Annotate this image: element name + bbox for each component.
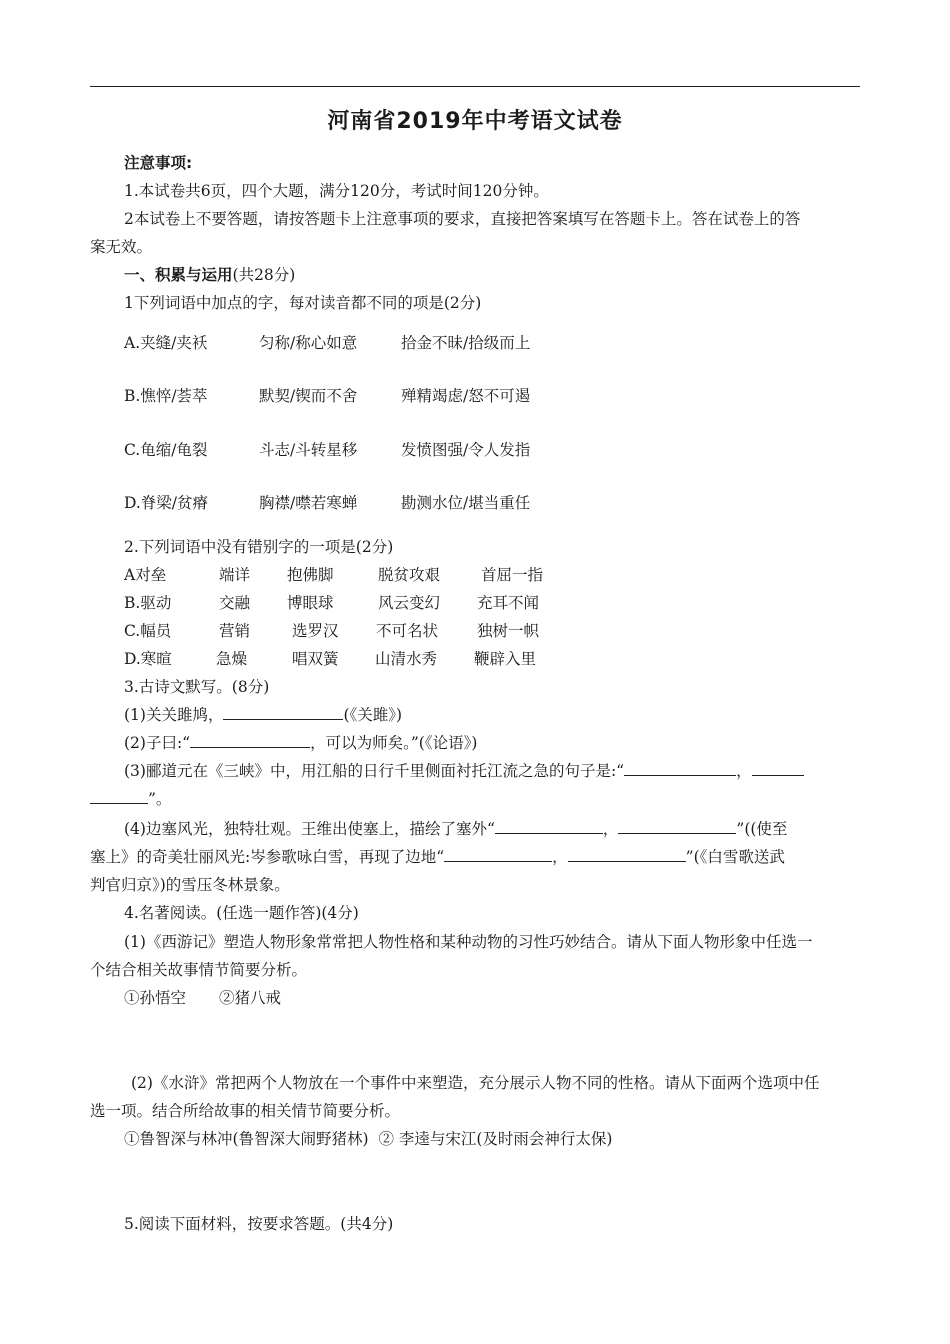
q1-option-d-col-1: D.脊梁/贫瘠 xyxy=(124,494,209,512)
q3-part-1-blank xyxy=(223,705,343,720)
q2-option-c-word-1: C.幅员 xyxy=(124,622,172,640)
page-title: 河南省2019年中考语文试卷 xyxy=(327,109,623,134)
q1-option-b-col-2: 默契/锲而不舍 xyxy=(259,387,358,405)
q1-option-c-col-3: 发愤图强/令人发指 xyxy=(401,441,531,459)
q3-part-2-text: (2)子曰:“ xyxy=(124,734,191,752)
q1-option-d xyxy=(124,491,824,511)
q3-part-1-source: (《关雎》) xyxy=(343,706,403,724)
section-1-points: (共28分) xyxy=(232,266,296,284)
q2-option-a-word-3: 抱佛脚 xyxy=(287,566,334,584)
q2-option-d xyxy=(124,647,824,667)
q3-part-3-end: ”。 xyxy=(148,790,172,808)
q3-part-1 xyxy=(124,703,402,725)
q3-part-4-line-1 xyxy=(124,817,787,839)
notice-item-1: 1.本试卷共6页，四个大题，满分120分，考试时间120分钟。 xyxy=(124,182,549,200)
q3-part-2-source: ，可以为师矣。”(《论语》) xyxy=(310,734,478,752)
q3-part-3-line-1 xyxy=(124,759,804,781)
q4-part-1-line-2: 个结合相关故事情节简要分析。 xyxy=(90,961,308,979)
q1-option-c-col-2: 斗志/斗转星移 xyxy=(259,441,358,459)
q3-part-4-blank-3 xyxy=(444,847,552,862)
q1-option-b xyxy=(124,384,824,404)
q2-option-a-word-2: 端详 xyxy=(219,566,251,584)
q3-part-2 xyxy=(124,731,477,753)
q3-part-4-source-2: ”(《白雪歌送武 xyxy=(685,848,785,866)
q3-part-3-blank-1 xyxy=(624,761,736,776)
q4-part-1-line-1: (1)《西游记》塑造人物形象常常把人物性格和某种动物的习性巧妙结合。请从下面人物形象中任选一 xyxy=(124,933,813,951)
q3-part-4-comma-1: ， xyxy=(602,820,619,838)
q2-option-c xyxy=(124,619,824,639)
q1-option-a-col-1: A.夹缝/夹袄 xyxy=(124,334,208,352)
q2-option-b-word-4: 风云变幻 xyxy=(378,594,441,612)
q4-part-2-line-1: (2)《水浒》常把两个人物放在一个事件中来塑造，充分展示人物不同的性格。请从下面两个选项中任 xyxy=(131,1074,820,1092)
q1-option-b-col-3: 殚精竭虑/怒不可遏 xyxy=(401,387,531,405)
q5-stem: 5.阅读下面材料，按要求答题。(共4分) xyxy=(124,1215,394,1233)
q1-stem: 1下列词语中加点的字，每对读音都不同的项是(2分) xyxy=(124,294,482,312)
q3-part-4-text-2: 塞上》的奇美壮丽风光:岑参歌咏白雪，再现了边地“ xyxy=(90,848,445,866)
q3-part-4-text-1: (4)边塞风光，独特壮观。王维出使塞上，描绘了塞外“ xyxy=(124,820,495,838)
q3-part-3-blank-2b xyxy=(90,789,148,804)
q4-part-1-choices xyxy=(124,986,424,1006)
q1-option-a-col-2: 匀称/称心如意 xyxy=(259,334,358,352)
notice-item-2-line-1: 2本试卷上不要答题，请按答题卡上注意事项的要求，直接把答案填写在答题卡上。答在试卷上的答 xyxy=(124,210,801,228)
q3-part-4-blank-4 xyxy=(568,847,686,862)
q3-part-3-blank-2a xyxy=(752,761,804,776)
q3-part-4-line-3: 判官归京》)的雪压冬林景象。 xyxy=(90,876,290,894)
q3-part-3-line-2 xyxy=(90,787,171,809)
q2-option-b xyxy=(124,591,824,611)
q2-option-c-word-3: 选罗汉 xyxy=(292,622,339,640)
q4-part-2-line-2: 选一项。结合所给故事的相关情节简要分析。 xyxy=(90,1102,401,1120)
q2-option-d-word-2: 急燥 xyxy=(216,650,248,668)
q1-option-c-col-1: C.龟缩/龟裂 xyxy=(124,441,208,459)
q3-part-3-comma: ， xyxy=(736,762,752,780)
q3-part-4-line-2 xyxy=(90,845,785,867)
q2-option-d-word-5: 鞭辟入里 xyxy=(474,650,537,668)
q3-part-4-comma-2: ， xyxy=(552,848,568,866)
q1-option-c xyxy=(124,438,824,458)
section-1-heading xyxy=(124,263,295,285)
q2-option-d-word-3: 唱双簧 xyxy=(292,650,339,668)
q2-option-d-word-1: D.寒暄 xyxy=(124,650,172,668)
q2-option-a-word-5: 首屈一指 xyxy=(481,566,544,584)
q3-stem: 3.古诗文默写。(8分) xyxy=(124,678,270,696)
q2-option-d-word-4: 山清水秀 xyxy=(375,650,438,668)
q2-option-b-word-5: 充耳不闻 xyxy=(477,594,540,612)
q4-part-2-choices: ①鲁智深与林冲(鲁智深大闹野猪林) ② 李逵与宋江(及时雨会神行太保) xyxy=(124,1130,613,1148)
q2-stem: 2.下列词语中没有错别字的一项是(2分) xyxy=(124,538,394,556)
q1-option-a xyxy=(124,331,824,351)
q3-part-4-source-1: ”((使至 xyxy=(736,820,788,838)
q2-option-a xyxy=(124,563,824,583)
q4-choice-zhu-bajie: ②猪八戒 xyxy=(219,989,282,1007)
q3-part-4-blank-2 xyxy=(618,819,736,834)
q2-option-c-word-2: 营销 xyxy=(219,622,251,640)
q2-option-a-word-4: 脱贫攻艰 xyxy=(378,566,441,584)
notice-item-2-line-2: 案无效。 xyxy=(90,238,153,256)
q2-option-c-word-4: 不可名状 xyxy=(376,622,439,640)
q1-option-d-col-2: 胸襟/噤若寒蝉 xyxy=(259,494,358,512)
q4-stem: 4.名著阅读。(任选一题作答)(4分) xyxy=(124,904,359,922)
q2-option-a-word-1: A对垒 xyxy=(124,566,167,584)
q3-part-4-blank-1 xyxy=(495,819,603,834)
q1-option-b-col-1: B.憔悴/荟萃 xyxy=(124,387,208,405)
q2-option-b-word-2: 交融 xyxy=(219,594,251,612)
q3-part-1-text: (1)关关雎鸠， xyxy=(124,706,224,724)
q4-choice-sun-wukong: ①孙悟空 xyxy=(124,989,187,1007)
q1-option-a-col-3: 拾金不昧/拾级而上 xyxy=(401,334,531,352)
q2-option-b-word-3: 博眼球 xyxy=(287,594,334,612)
notice-heading: 注意事项: xyxy=(124,154,193,172)
q3-part-3-text: (3)郦道元在《三峡》中，用江船的日行千里侧面衬托江流之急的句子是:“ xyxy=(124,762,625,780)
section-1-title: 一、积累与运用 xyxy=(124,266,233,284)
q1-option-d-col-3: 勘测水位/堪当重任 xyxy=(401,494,531,512)
q3-part-2-blank xyxy=(190,733,310,748)
q2-option-b-word-1: B.驱动 xyxy=(124,594,172,612)
header-rule xyxy=(90,86,860,87)
q2-option-c-word-5: 独树一帜 xyxy=(477,622,540,640)
